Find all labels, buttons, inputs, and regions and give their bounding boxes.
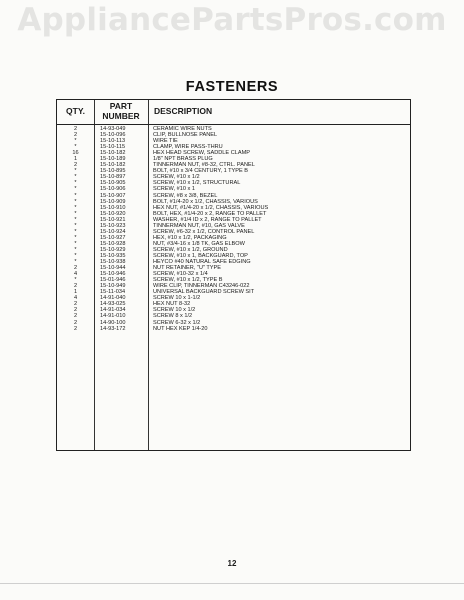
- description-cell: HEX HEAD SCREW, SADDLE CLAMP: [153, 150, 250, 157]
- qty-cell: *: [74, 259, 77, 266]
- part-number-cell: 14-91-010: [100, 313, 126, 320]
- part-number-cell: 15-10-906: [100, 186, 126, 193]
- description-cell: BOLT, #10 x 3/4 CENTURY, 1 TYPE B: [153, 168, 249, 175]
- qty-cell: *: [74, 198, 77, 205]
- part-number-cell: 15-10-907: [100, 192, 126, 199]
- description-cell: HEX NUT, #1/4-20 x 1/2, CHASSIS, VARIOUS: [153, 204, 269, 211]
- part-number-cell: 15-10-924: [100, 228, 126, 235]
- qty-cell: *: [74, 192, 77, 199]
- page-number: 12: [227, 559, 237, 568]
- qty-cell: 2: [73, 325, 78, 332]
- description-cell: NUT, #3/4-16 x 1/8 TK, GAS ELBOW: [153, 240, 245, 247]
- part-number-cell: 15-10-944: [100, 265, 126, 272]
- qty-cell: 2: [73, 126, 78, 132]
- part-number-cell: 15-10-949: [100, 283, 126, 290]
- description-cell: SCREW, #10-32 x 1/4: [153, 271, 208, 278]
- part-number-cell: 14-93-172: [100, 325, 126, 332]
- part-number-cell: 15-10-182: [100, 162, 126, 169]
- description-cell: WIRE TIE: [153, 138, 178, 145]
- part-number-cell: 15-10-927: [100, 234, 126, 241]
- qty-cell: 2: [73, 307, 78, 314]
- description-cell: SCREW, #10 x 1/2, TYPE B: [153, 277, 223, 284]
- qty-cell: *: [74, 144, 77, 151]
- qty-cell: 1: [73, 289, 78, 296]
- part-number-cell: 15-10-910: [100, 204, 126, 211]
- qty-cell: *: [74, 174, 77, 181]
- header-part-number: [94, 101, 148, 121]
- table-row: [57, 326, 410, 332]
- qty-cell: *: [74, 180, 77, 187]
- description-cell: SCREW, #10 x 1/2, STRUCTURAL: [153, 180, 241, 187]
- part-number-cell: 15-10-895: [100, 168, 126, 175]
- watermark: AppliancePartsPros.com: [17, 2, 447, 38]
- table-header: [57, 100, 410, 125]
- qty-cell: 2: [73, 301, 78, 308]
- part-number-cell: 15-10-928: [100, 240, 126, 247]
- part-number-cell: 15-11-034: [100, 289, 126, 296]
- part-number-cell: 14-93-025: [100, 301, 126, 308]
- qty-cell: 16: [72, 150, 79, 157]
- description-cell: SCREW, #8 x 3/8, BEZEL: [153, 192, 218, 199]
- header-description: DESCRIPTION: [154, 106, 213, 116]
- description-cell: SCREW 10 x 1-1/2: [153, 295, 201, 302]
- description-cell: CERAMIC WIRE NUTS: [153, 126, 212, 132]
- description-cell: HEX NUT 8-32: [153, 301, 191, 308]
- divider: [0, 583, 464, 584]
- part-number-cell: 14-93-049: [100, 126, 126, 132]
- part-number-cell: 14-91-040: [100, 295, 126, 302]
- qty-cell: 2: [73, 132, 78, 139]
- qty-cell: 2: [73, 313, 78, 320]
- qty-cell: 2: [73, 162, 78, 169]
- qty-cell: *: [74, 168, 77, 175]
- header-part-line2: NUMBER: [102, 111, 140, 121]
- description-cell: TINNERMAN NUT, #8-32, CTRL. PANEL: [153, 162, 255, 169]
- part-number-cell: 15-10-935: [100, 252, 126, 259]
- part-number-cell: 15-10-929: [100, 246, 126, 253]
- description-cell: CLAMP, WIRE PASS-THRU: [153, 144, 223, 151]
- qty-cell: *: [74, 204, 77, 211]
- description-cell: HEX, #10 x 1/2, PACKAGING: [153, 234, 227, 241]
- qty-cell: 1: [73, 156, 78, 163]
- part-number-cell: 14-90-100: [100, 319, 126, 326]
- qty-cell: *: [74, 252, 77, 259]
- qty-cell: 2: [73, 265, 78, 272]
- description-cell: SCREW, #10 x 1, BACKGUARD, TOP: [153, 252, 248, 259]
- description-cell: SCREW, #6-32 x 1/2, CONTROL PANEL: [153, 228, 255, 235]
- table-body: [57, 126, 410, 332]
- qty-cell: *: [74, 277, 77, 284]
- part-number-cell: 15-10-921: [100, 216, 126, 223]
- part-number-cell: 15-10-182: [100, 150, 126, 157]
- description-cell: SCREW 8 x 1/2: [153, 313, 193, 320]
- qty-cell: *: [74, 216, 77, 223]
- description-cell: SCREW 10 x 1/2: [153, 307, 196, 314]
- part-number-cell: 15-10-938: [100, 259, 126, 266]
- qty-cell: 2: [73, 283, 78, 290]
- part-number-cell: 15-10-115: [100, 144, 126, 151]
- part-number-cell: 15-10-189: [100, 156, 126, 163]
- description-cell: SCREW, #10 x 1/2, GROUND: [153, 246, 228, 253]
- part-number-cell: 15-10-946: [100, 271, 126, 278]
- description-cell: BOLT, #1/4-20 x 1/2, CHASSIS, VARIOUS: [153, 198, 258, 205]
- qty-cell: *: [74, 186, 77, 193]
- qty-cell: 4: [73, 295, 78, 302]
- description-cell: NUT RETAINER, "U" TYPE: [153, 265, 221, 272]
- qty-cell: 4: [73, 271, 78, 278]
- part-number-cell: 15-10-923: [100, 222, 126, 229]
- description-cell: CLIP, BULLNOSE PANEL: [153, 132, 218, 139]
- part-number-cell: 15-01-946: [100, 277, 126, 284]
- description-cell: TINNERMAN NUT, #10, GAS VALVE: [153, 222, 245, 229]
- part-number-cell: 15-10-096: [100, 132, 126, 139]
- qty-cell: *: [74, 138, 77, 145]
- page-title: FASTENERS: [185, 79, 279, 95]
- description-cell: SCREW, #10 x 1: [153, 186, 195, 193]
- part-number-cell: 15-10-909: [100, 198, 126, 205]
- part-number-cell: 15-10-897: [100, 174, 126, 181]
- qty-cell: *: [74, 240, 77, 247]
- part-number-cell: 14-91-034: [100, 307, 126, 314]
- qty-cell: *: [74, 222, 77, 229]
- description-cell: HEYCO #40 NATURAL SAFE EDGING: [153, 259, 251, 266]
- parts-table: [56, 99, 411, 451]
- description-cell: WASHER, #1/4 ID x 2, RANGE TO PALLET: [153, 216, 262, 223]
- part-number-cell: 15-10-920: [100, 210, 126, 217]
- description-cell: 1/8" NPT BRASS PLUG: [153, 156, 213, 163]
- header-part-line1: PART: [109, 101, 133, 111]
- part-number-cell: 15-10-905: [100, 180, 126, 187]
- description-cell: SCREW, #10 x 1/2: [153, 174, 200, 181]
- description-cell: NUT HEX KEP 1/4-20: [153, 325, 208, 332]
- part-number-cell: 15-10-113: [100, 138, 126, 145]
- qty-cell: *: [74, 228, 77, 235]
- header-qty: QTY.: [66, 106, 85, 116]
- qty-cell: 2: [73, 319, 78, 326]
- qty-cell: *: [74, 234, 77, 241]
- description-cell: BOLT, HEX, #1/4-20 x 2, RANGE TO PALLET: [153, 210, 267, 217]
- qty-cell: *: [74, 210, 77, 217]
- description-cell: UNIVERSAL BACKGUARD SCREW SIT: [153, 289, 255, 296]
- description-cell: WIRE CLIP, TINNERMAN C43246-022: [153, 283, 250, 290]
- description-cell: SCREW 6-32 x 1/2: [153, 319, 201, 326]
- qty-cell: *: [74, 246, 77, 253]
